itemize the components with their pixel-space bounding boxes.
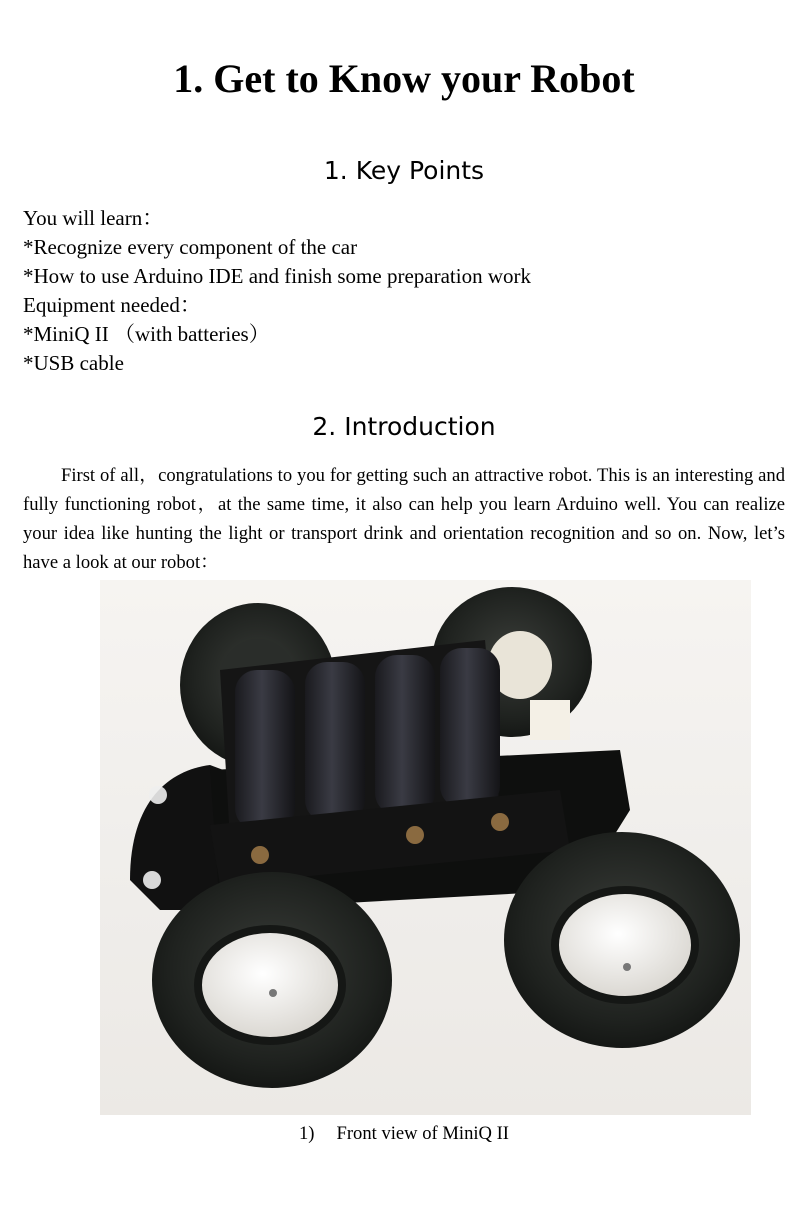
list-item: *USB cable — [23, 351, 124, 375]
battery-4 — [440, 648, 500, 808]
list-item: You will learn： — [23, 206, 164, 230]
battery-1 — [235, 670, 295, 830]
figure-caption-text: Front view of MiniQ II — [336, 1123, 509, 1144]
list-item: *How to use Arduino IDE and finish some preparation work — [23, 264, 531, 288]
battery-3 — [375, 655, 435, 815]
list-item: *MiniQ II （with batteries） — [23, 322, 270, 346]
figure-caption — [0, 1122, 808, 1146]
list-item: Equipment needed： — [23, 293, 201, 317]
list-item: *Recognize every component of the car — [23, 235, 358, 259]
section-heading-key-points: 1. Key Points — [323, 156, 485, 185]
figure-number: 1) — [299, 1123, 315, 1144]
battery-2 — [305, 662, 365, 822]
introduction-paragraph: First of all，congratulations to you for getting such an attractive robot. This is an interesting and fully functioning robot，at the same time, it also can help you learn Arduino well. You can realize your idea like hunting the light or transport drink and orientation recognition and so on. Now, let’s have a look at our robot： — [23, 465, 785, 573]
robot-photo — [100, 580, 751, 1115]
section-heading-introduction: 2. Introduction — [312, 412, 496, 441]
robot-illustration — [100, 580, 751, 1115]
page-title: 1. Get to Know your Robot — [173, 56, 635, 101]
key-points-list — [23, 204, 793, 378]
